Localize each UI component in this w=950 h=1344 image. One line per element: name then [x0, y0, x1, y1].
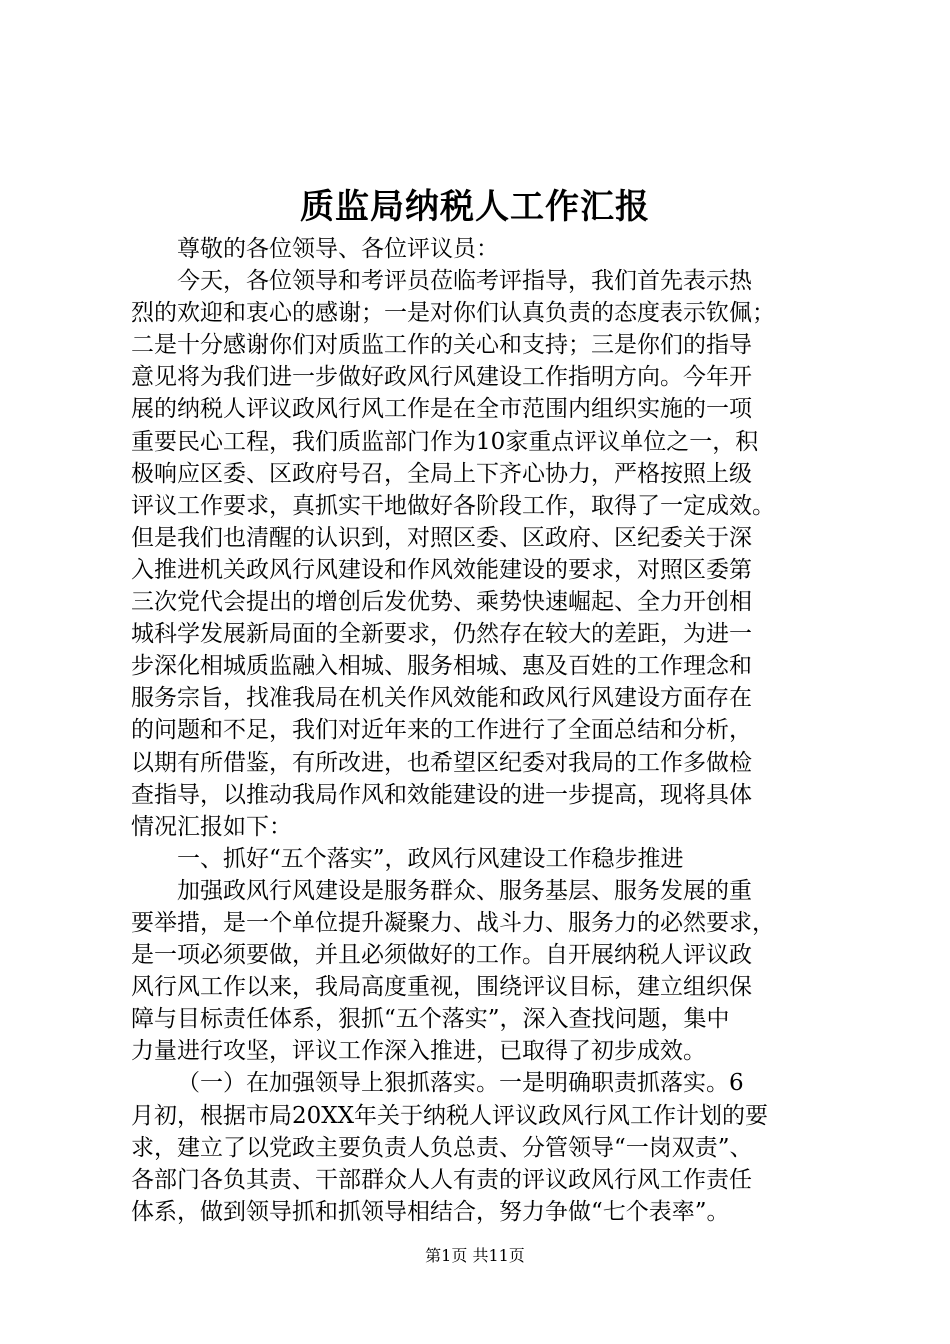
body-text-line: 查指导，以推动我局作风和效能建设的进一步提高，现将具体: [131, 781, 752, 808]
body-text-line: 意见将为我们进一步做好政风行风建设工作指明方向。今年开: [131, 364, 752, 391]
body-text-line: 入推进机关政风行风建设和作风效能建设的要求，对照区委第: [131, 556, 752, 583]
body-text-line: 展的纳税人评议政风行风工作是在全市范围内组织实施的一项: [131, 396, 752, 423]
document-title: 质监局纳税人工作汇报: [300, 187, 650, 227]
body-text-line: 三次党代会提出的增创后发优势、乘势快速崛起、全力开创相: [131, 589, 752, 616]
body-text-line: 各部门各负其责、干部群众人人有责的评议政风行风工作责任: [131, 1166, 752, 1193]
body-text-line: （一）在加强领导上狠抓落实。一是明确职责抓落实。6: [177, 1070, 744, 1097]
body-text-line: 障与目标责任体系，狠抓“五个落实”，深入查找问题，集中: [131, 1006, 730, 1033]
body-text-line: 求，建立了以党政主要负责人负总责、分管领导“一岗双责”、: [131, 1134, 753, 1161]
body-text-line: 情况汇报如下：: [131, 813, 292, 840]
page-footer: 第1页 共11页: [425, 1246, 525, 1265]
body-text-line: 月初，根据市局20XX年关于纳税人评议政风行风工作计划的要: [131, 1102, 769, 1129]
body-text-line: 烈的欢迎和衷心的感谢；一是对你们认真负责的态度表示钦佩；: [131, 300, 775, 327]
document-body: [131, 233, 821, 1228]
body-text-line: 加强政风行风建设是服务群众、服务基层、服务发展的重: [177, 877, 752, 904]
body-text-line: 要举措，是一个单位提升凝聚力、战斗力、服务力的必然要求，: [131, 909, 775, 936]
body-text-line: 评议工作要求，真抓实干地做好各阶段工作，取得了一定成效。: [131, 492, 775, 519]
body-text-line: 重要民心工程，我们质监部门作为10家重点评议单位之一，积: [131, 428, 759, 455]
body-text-line: 力量进行攻坚，评议工作深入推进，已取得了初步成效。: [131, 1038, 706, 1065]
body-text-line: 风行风工作以来，我局高度重视，围绕评议目标，建立组织保: [131, 974, 752, 1001]
body-text-line: 极响应区委、区政府号召，全局上下齐心协力，严格按照上级: [131, 460, 752, 487]
body-text-line: 体系，做到领导抓和抓领导相结合，努力争做“七个表率”。: [131, 1198, 730, 1225]
body-text-line: 以期有所借鉴，有所改进，也希望区纪委对我局的工作多做检: [131, 749, 752, 776]
body-text-line: 今天，各位领导和考评员莅临考评指导，我们首先表示热: [177, 268, 752, 295]
body-text-line: 但是我们也清醒的认识到，对照区委、区政府、区纪委关于深: [131, 524, 752, 551]
body-text-line: 二是十分感谢你们对质监工作的关心和支持；三是你们的指导: [131, 332, 752, 359]
body-text-line: 的问题和不足，我们对近年来的工作进行了全面总结和分析，: [131, 717, 752, 744]
body-text-line: 服务宗旨，找准我局在机关作风效能和政风行风建设方面存在: [131, 685, 752, 712]
body-text-line: 一、抓好“五个落实”，政风行风建设工作稳步推进: [177, 845, 684, 872]
body-text-line: 是一项必须要做，并且必须做好的工作。自开展纳税人评议政: [131, 942, 752, 969]
body-text-line: 尊敬的各位领导、各位评议员：: [177, 236, 499, 262]
body-text-line: 城科学发展新局面的全新要求，仍然存在较大的差距，为进一: [131, 621, 752, 648]
body-text-line: 步深化相城质监融入相城、服务相城、惠及百姓的工作理念和: [131, 653, 752, 680]
